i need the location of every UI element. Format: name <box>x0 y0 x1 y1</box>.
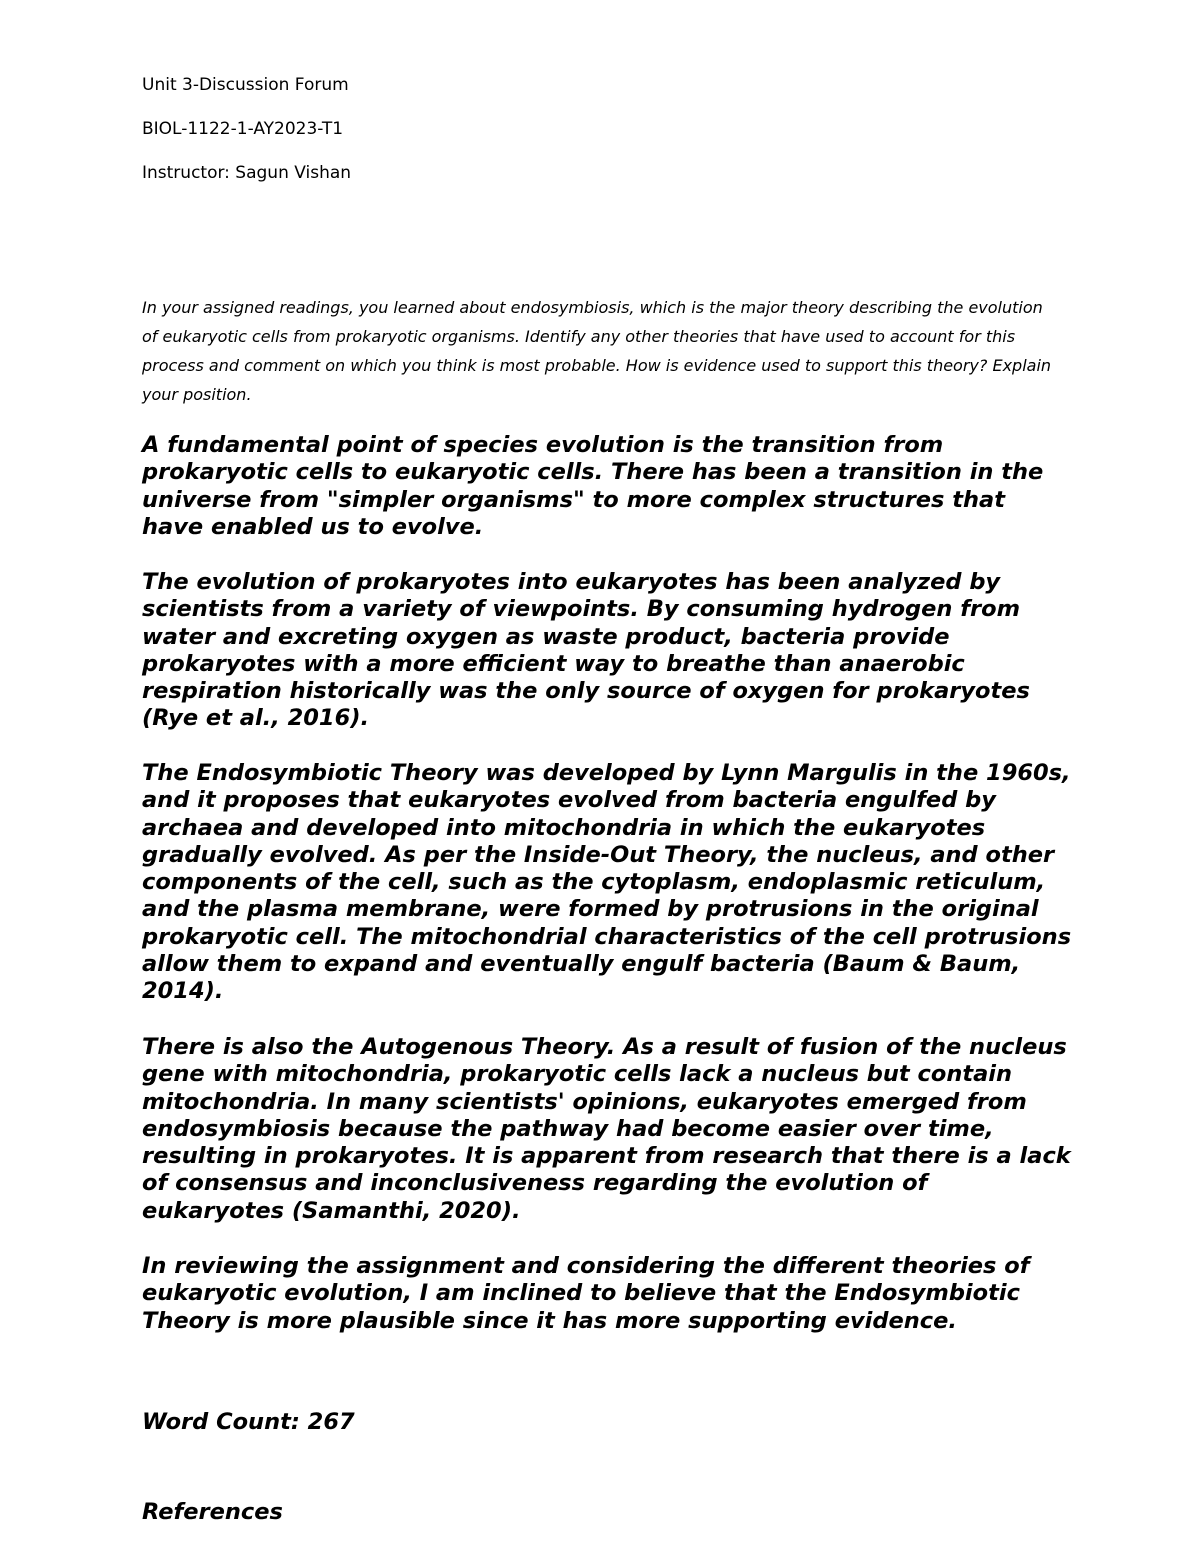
body-paragraph-2: The evolution of prokaryotes into eukaryotes has been analyzed by scientists from a variety of viewpoints. By consuming hydrogen from water and excreting oxygen as waste product, bacteria provide prokaryotes with a more efficient way to breathe than anaerobic respiration historically was the only source of oxygen for prokaryotes (Rye et al., 2016). <box>142 569 1030 732</box>
references-heading: References <box>142 1499 283 1525</box>
body-paragraph-1: A fundamental point of species evolution is the transition from prokaryotic cells to eukaryotic cells. There has been a transition in the universe from "simpler organisms" to more complex structures that have enabled us to evolve. <box>142 432 1044 540</box>
body-paragraph-4: There is also the Autogenous Theory. As a result of fusion of the nucleus gene with mitochondria, prokaryotic cells lack a nucleus but contain mitochondria. In many scientists' opinions, eukaryotes emerged from endosymbiosis because the pathway had become easier over time, resulting in prokaryotes. It is apparent from research that there is a lack of consensus and inconclusiveness regarding the evolution of eukaryotes (Samanthi, 2020). <box>142 1034 1071 1224</box>
discussion-prompt: In your assigned readings, you learned about endosymbiosis, which is the major theory describing the evolution of eukaryotic cells from prokaryotic organisms. Identify any other theories that have used to account for this process and comment on which you think is most probable. How is evidence used to support this theory? Explain your position. <box>142 298 1052 404</box>
word-count: Word Count: 267 <box>142 1409 355 1435</box>
instructor-name: Instructor: Sagun Vishan <box>142 163 352 183</box>
body-paragraph-5: In reviewing the assignment and considering the different theories of eukaryotic evolution, I am inclined to believe that the Endosymbiotic Theory is more plausible since it has more supporting evidence. <box>142 1253 1030 1334</box>
course-code: BIOL-1122-1-AY2023-T1 <box>142 119 344 139</box>
document-title: Unit 3-Discussion Forum <box>142 75 349 95</box>
body-paragraph-3: The Endosymbiotic Theory was developed by Lynn Margulis in the 1960s, and it proposes that eukaryotes evolved from bacteria engulfed by archaea and developed into mitochondria in which the eukaryotes gradually evolved. As per the Inside-Out Theory, the nucleus, and other components of the cell, such as the cytoplasm, endoplasmic reticulum, and the plasma membrane, were formed by protrusions in the original prokaryotic cell. The mitochondrial characteristics of the cell protrusions allow them to expand and eventually engulf bacteria (Baum & Baum, 2014). <box>142 760 1072 1005</box>
